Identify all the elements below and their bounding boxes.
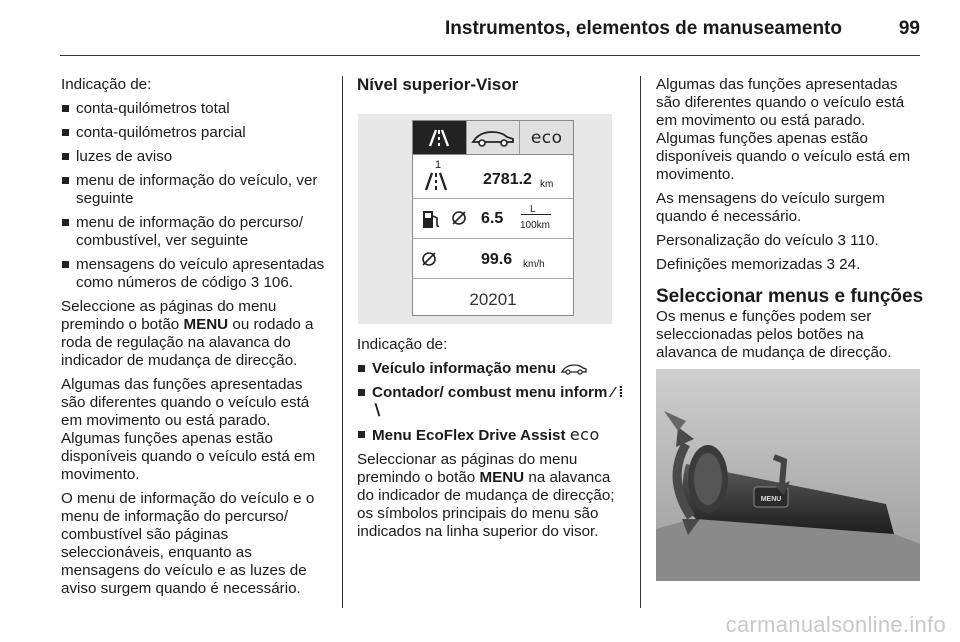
list-item-text: Veículo informação menu bbox=[372, 360, 556, 377]
page-number: 99 bbox=[898, 18, 920, 39]
eco-label: eco bbox=[530, 127, 563, 148]
list-item: menu de informação do percurso/ combustível, ver seguinte bbox=[61, 214, 329, 250]
page-title: Instrumentos, elementos de manuseamento bbox=[445, 18, 842, 39]
text-run: ou rodado a roda de regulação na alavanca do indicador de mudança de direcção. bbox=[61, 316, 314, 369]
text-run: Seleccione as páginas do menu premindo o botão bbox=[61, 298, 277, 333]
instrument-display-figure bbox=[358, 114, 612, 324]
menu-button-label: MENU bbox=[760, 496, 782, 503]
intro-text: Indicação de: bbox=[357, 336, 448, 353]
section-heading: Nível superior-Visor bbox=[357, 75, 519, 94]
eco-icon: eco bbox=[569, 425, 600, 444]
odometer-row bbox=[413, 155, 573, 199]
watermark: carmanualsonline.info bbox=[725, 612, 946, 637]
paragraph-select-menu bbox=[61, 298, 329, 370]
fuel-unit-bottom: 100km bbox=[520, 220, 551, 231]
text-run: Seleccionar as páginas do menu premindo o botão bbox=[357, 451, 578, 486]
display-top-bar bbox=[413, 121, 573, 155]
indication-list bbox=[61, 100, 329, 292]
paragraph-menu-info: O menu de informação do veículo e o menu de informação do percurso/ combustível são páginas seleccionáveis, enquanto as mensagens do veículo e as luzes de aviso surgem quando é necessário. bbox=[61, 490, 315, 597]
column-1 bbox=[61, 76, 329, 604]
odometer-unit: km bbox=[540, 179, 554, 190]
average-icon bbox=[451, 210, 467, 226]
trip-number: 1 bbox=[435, 159, 442, 171]
fuel-consumption-value: 6.5 bbox=[481, 210, 504, 227]
fuel-row bbox=[413, 199, 573, 239]
paragraph-personalization: Personalização do veículo 3 110. bbox=[656, 232, 879, 249]
column-3 bbox=[656, 76, 924, 368]
menu-list bbox=[357, 360, 625, 445]
paragraph-memorized: Definições memorizadas 3 24. bbox=[656, 256, 861, 273]
list-item-text: mensagens do veículo apresentadas como números de código bbox=[76, 256, 325, 291]
list-item-text: Menu EcoFlex Drive Assist bbox=[372, 427, 566, 444]
car-icon bbox=[560, 363, 588, 375]
list-item-text: Contador/ combust menu inform bbox=[372, 384, 608, 401]
odometer-value: 2781.2 bbox=[483, 171, 532, 188]
speed-unit: km/h bbox=[523, 259, 545, 270]
page-header bbox=[60, 0, 920, 56]
fuel-pump-icon bbox=[421, 208, 441, 230]
eco-icon bbox=[520, 121, 573, 154]
intro-text: Indicação de: bbox=[61, 76, 152, 93]
indicator-lever-photo bbox=[656, 369, 920, 581]
list-item bbox=[357, 384, 625, 420]
text-run: na alavanca do indicador de mudança de direcção; os símbolos principais do menu são indicados na linha superior do visor. bbox=[357, 469, 615, 540]
column-2 bbox=[357, 76, 625, 547]
fuel-unit-top: L bbox=[530, 204, 536, 215]
speed-row bbox=[413, 239, 573, 279]
list-item bbox=[357, 360, 625, 378]
paragraph-select-menus: Os menus e funções podem ser seleccionadas pelos botões na alavanca de mudança de direcção. bbox=[656, 308, 892, 361]
list-item: luzes de aviso bbox=[61, 148, 329, 166]
list-item bbox=[61, 256, 329, 292]
vehicle-code: 20201 bbox=[469, 290, 517, 309]
trip-menu-icon bbox=[413, 121, 467, 154]
list-item: conta-quilómetros total bbox=[61, 100, 329, 118]
menu-button-label: MENU bbox=[183, 316, 229, 333]
trip-icon: ⁄ ⁞ ∖ bbox=[372, 384, 624, 419]
display-screen bbox=[412, 120, 574, 316]
paragraph-messages: As mensagens do veículo surgem quando é necessário. bbox=[656, 190, 885, 225]
trip-icon bbox=[419, 169, 453, 193]
list-item: menu de informação do veículo, ver seguinte bbox=[61, 172, 329, 208]
paragraph-select-menu bbox=[357, 451, 625, 541]
car-icon bbox=[467, 121, 521, 154]
average-speed-value: 99.6 bbox=[481, 251, 513, 268]
menu-button-label: MENU bbox=[479, 469, 525, 486]
list-item: conta-quilómetros parcial bbox=[61, 124, 329, 142]
average-icon bbox=[421, 251, 437, 267]
paragraph-functions: Algumas das funções apresentadas são diferentes quando o veículo está em movimento ou está parado. Algumas funções apenas estão disponíveis quando o veículo está em movimento. bbox=[656, 76, 911, 183]
page-reference: 3 106. bbox=[250, 274, 294, 291]
column-divider bbox=[342, 76, 343, 608]
paragraph-functions: Algumas das funções apresentadas são diferentes quando o veículo está em movimento ou está parado. Algumas funções apenas estão disponíveis quando o veículo está em movimento. bbox=[61, 376, 316, 483]
section-heading: Seleccionar menus e funções bbox=[656, 286, 924, 307]
column-divider bbox=[640, 76, 641, 608]
list-item bbox=[357, 426, 625, 445]
